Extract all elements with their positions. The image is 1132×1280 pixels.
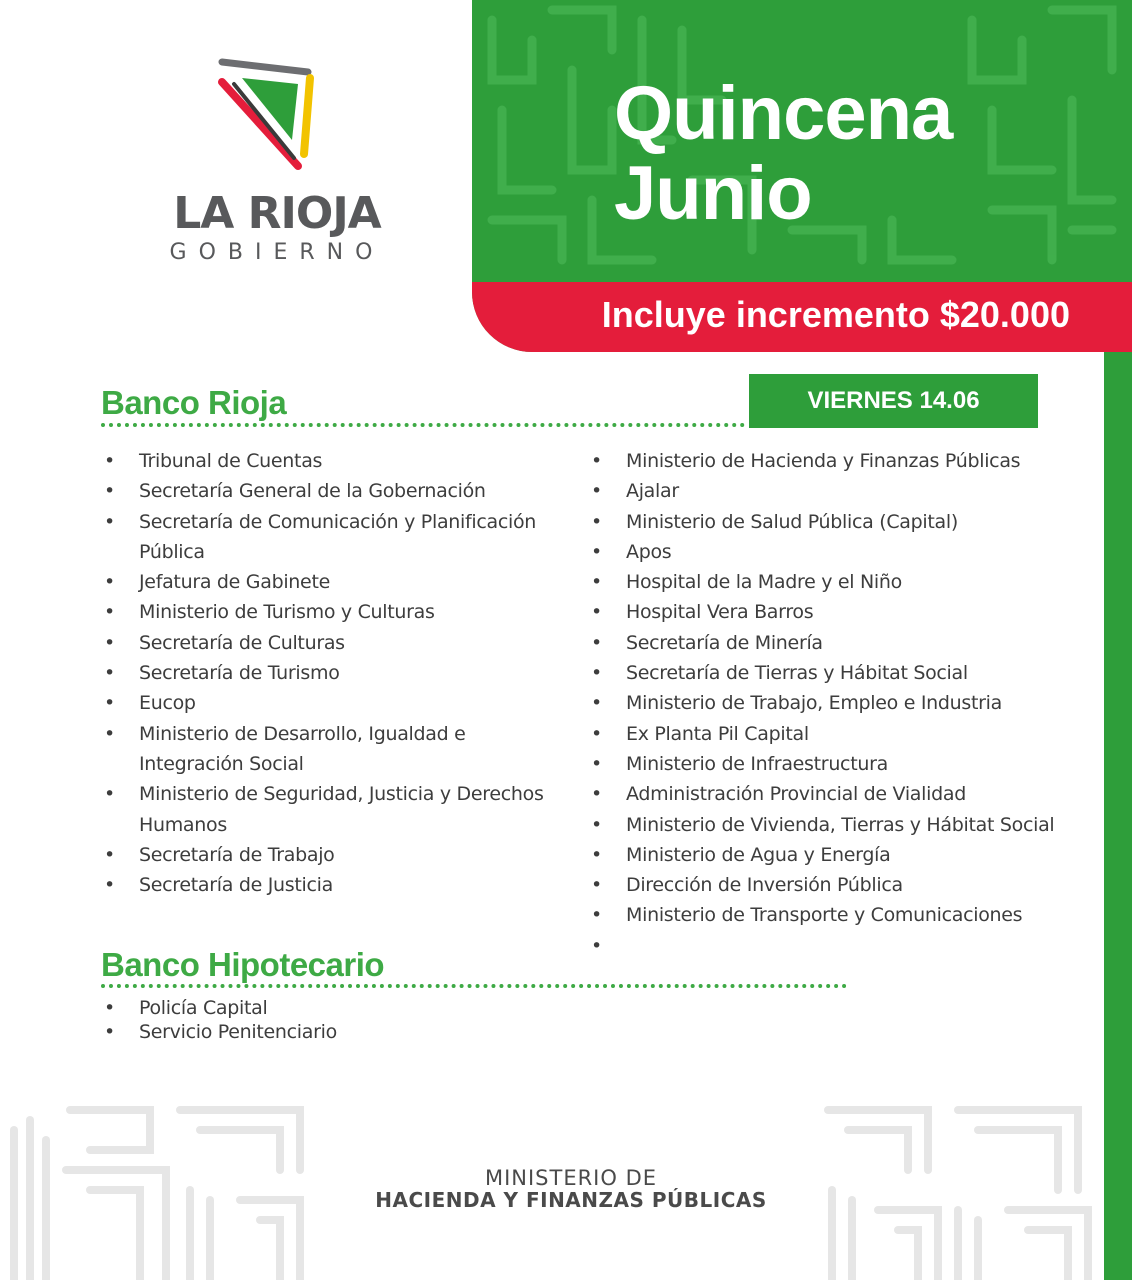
logo-wordmark: LA RIOJA: [173, 188, 381, 239]
list-item: • Secretaría de Minería: [626, 628, 1096, 658]
list-item: • Dirección de Inversión Pública: [626, 870, 1096, 900]
logo-subtitle: GOBIERNO: [169, 240, 385, 265]
side-stripe: [1104, 352, 1132, 1280]
list-item: • Hospital de la Madre y el Niño: [626, 567, 1096, 597]
banco-hipotecario-list: [139, 996, 569, 1044]
footer-pattern-icon: [0, 1100, 330, 1280]
list-item: • Secretaría de Trabajo: [139, 840, 569, 870]
list-item: • Ministerio de Transporte y Comunicaciones: [626, 900, 1096, 930]
banco-rioja-list-left: [139, 446, 569, 900]
list-item: • Secretaría de Tierras y Hábitat Social: [626, 658, 1096, 688]
list-item: • Jefatura de Gabinete: [139, 567, 569, 597]
la-rioja-logo-icon: [218, 58, 322, 170]
list-item: • Ministerio de Trabajo, Empleo e Industria: [626, 688, 1096, 718]
list-item: • Administración Provincial de Vialidad: [626, 779, 1096, 809]
list-item: • Secretaría de Justicia: [139, 870, 569, 900]
list-item: • Tribunal de Cuentas: [139, 446, 569, 476]
increment-banner: [472, 282, 1132, 352]
list-item: [626, 931, 1096, 961]
list-item: • Eucop: [139, 688, 569, 718]
list-item: • Ministerio de Infraestructura: [626, 749, 1096, 779]
list-item: • Ajalar: [626, 476, 1096, 506]
list-item: • Ministerio de Turismo y Culturas: [139, 597, 569, 627]
footer-ministry-name: HACIENDA Y FINANZAS PÚBLICAS: [375, 1188, 767, 1212]
list-item: • Ministerio de Vivienda, Tierras y Hábitat Social: [626, 810, 1096, 840]
list-item: • Secretaría de Culturas: [139, 628, 569, 658]
list-item: • Ministerio de Seguridad, Justicia y Derechos Humanos: [139, 779, 569, 840]
title-line-2: Junio: [614, 151, 812, 236]
section-divider: [101, 984, 847, 988]
list-item: • Servicio Penitenciario: [139, 1020, 569, 1044]
date-badge: VIERNES 14.06: [749, 374, 1038, 428]
section-divider: [101, 423, 745, 427]
list-item: • Secretaría General de la Gobernación: [139, 476, 569, 506]
list-item: • Ex Planta Pil Capital: [626, 719, 1096, 749]
footer-ministry-label: MINISTERIO DE: [484, 1166, 658, 1190]
banco-rioja-list-right: [626, 446, 1096, 961]
list-item: • Secretaría de Comunicación y Planificación Pública: [139, 507, 569, 568]
footer-pattern-icon: [818, 1100, 1104, 1280]
title-line-1: Quincena: [614, 71, 953, 156]
header-title: [614, 71, 1114, 236]
list-item: • Hospital Vera Barros: [626, 597, 1096, 627]
list-item: • Ministerio de Agua y Energía: [626, 840, 1096, 870]
list-item: • Secretaría de Turismo: [139, 658, 569, 688]
list-item: • Ministerio de Desarrollo, Igualdad e Integración Social: [139, 719, 569, 780]
list-item: • Apos: [626, 537, 1096, 567]
increment-banner-text: Incluye incremento $20.000: [601, 294, 1070, 335]
section-title-banco-hipotecario: Banco Hipotecario: [101, 946, 385, 983]
list-item: • Ministerio de Salud Pública (Capital): [626, 507, 1096, 537]
list-item: • Policía Capital: [139, 996, 569, 1020]
section-title-banco-rioja: Banco Rioja: [101, 384, 287, 421]
list-item: • Ministerio de Hacienda y Finanzas Públicas: [626, 446, 1096, 476]
